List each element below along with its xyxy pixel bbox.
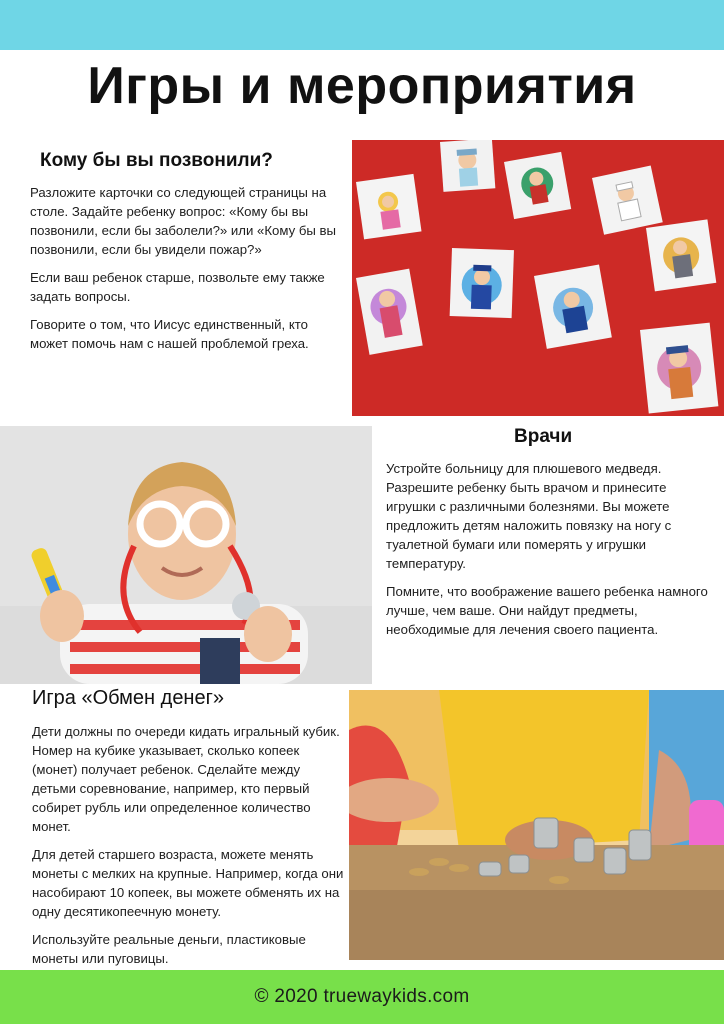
section-body-money: [32, 722, 344, 977]
photo-coins-game: [349, 690, 724, 960]
page-title: Игры и мероприятия: [87, 57, 637, 115]
paragraph: Говорите о том, что Иисус единственный, кто может помочь нам с нашей проблемой греха.: [30, 317, 309, 351]
section-body-call: [30, 183, 345, 362]
paragraph: Дети должны по очереди кидать игральный кубик. Номер на кубике указывает, сколько копеек (монет) получает ребенок. Сделайте между детьми соревнование, например, кто первый собирет рубль или определенное количество монет.: [32, 724, 340, 834]
footer-bar: [0, 970, 724, 1024]
section-heading-money: Игра «Обмен денег»: [32, 687, 225, 709]
photo-job-cards: [352, 140, 724, 416]
paragraph: Используйте реальные деньги, пластиковые монеты или пуговицы.: [32, 932, 306, 966]
section-heading-call: Кому бы вы позвонили?: [40, 150, 273, 171]
paragraph: Устройте больницу для плюшевого медведя. Разрешите ребенку быть врачом и принесите игрушки с различными болезнями. Вы можете предложить детям наложить повязку на ногу с туалетной бумаги или померять у игрушки температуру.: [386, 461, 672, 571]
section-heading-doctors: Врачи: [514, 426, 573, 447]
paragraph: Помните, что воображение вашего ребенка намного лучше, чем ваше. Они найдут предметы, необходимые для лечения своего пациента.: [386, 584, 708, 637]
footer-copyright: © 2020 truewaykids.com: [254, 986, 470, 1007]
paragraph: Разложите карточки со следующей страницы на столе. Задайте ребенку вопрос: «Кому бы вы позвонили, если бы заболели?» или «Кому бы вы позвонили, если бы увидели пожар?»: [30, 185, 337, 257]
section-body-doctors: [386, 459, 716, 648]
top-accent-bar: [0, 0, 724, 50]
photo-child-doctor: [0, 426, 372, 684]
paragraph: Для детей старшего возраста, можете менять монеты с мелких на крупные. Например, когда они насобирают 10 копеек, вы можете обменять их на одну десятикопеечную монету.: [32, 847, 344, 919]
paragraph: Если ваш ребенок старше, позвольте ему также задать вопросы.: [30, 270, 325, 304]
